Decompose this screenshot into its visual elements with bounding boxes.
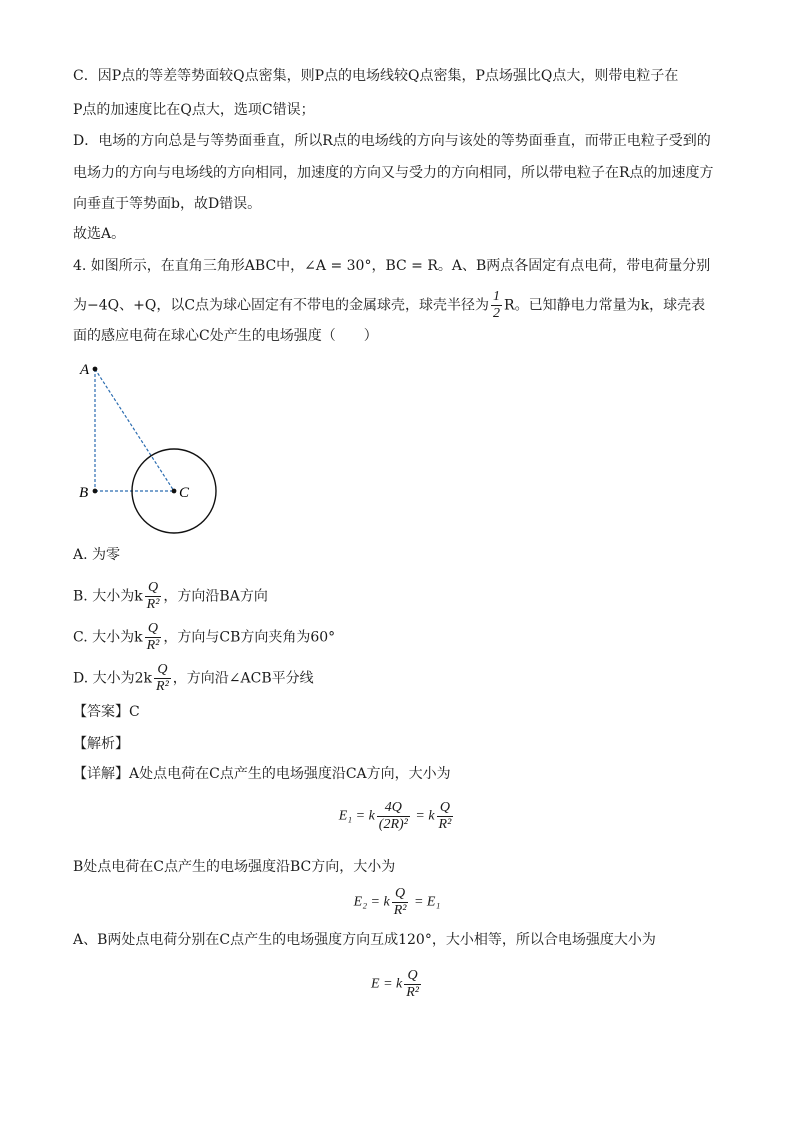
option-b-pre: B. 大小为k [73, 588, 143, 605]
label-a: A [80, 362, 90, 378]
option-c-fraction [145, 621, 162, 654]
answer-line [73, 702, 140, 722]
detail-label: 【详解】 [73, 766, 129, 782]
fraction-denominator: R² [393, 903, 407, 918]
triangle-sphere-figure [70, 355, 230, 535]
fraction-numerator: Q [392, 886, 409, 903]
label-b: B [79, 485, 89, 501]
option-d-explanation-line3: 向垂直于等势面b，故D错误。 [73, 196, 262, 212]
question-line3: 面的感应电荷在球心C处产生的电场强度（ ） [73, 328, 378, 344]
fraction-denominator: R² [406, 985, 419, 1000]
option-c [73, 621, 335, 654]
option-b-fraction [145, 580, 162, 613]
fraction-numerator: Q [154, 662, 171, 679]
segment-ac [95, 369, 174, 491]
equation-e1 [0, 800, 794, 833]
option-d-post: ，方向沿∠ACB平分线 [172, 670, 314, 687]
fraction-numerator: 4Q [377, 800, 410, 817]
point-b [93, 489, 98, 494]
fraction-numerator: Q [404, 968, 421, 985]
eq2-fraction [392, 886, 409, 919]
fraction-denominator: R² [146, 597, 160, 612]
answer-value: C [129, 704, 140, 720]
option-b-post: ，方向沿BA方向 [163, 588, 268, 605]
fraction-denominator: (2R)² [378, 817, 408, 832]
fraction-denominator: R² [146, 638, 160, 653]
eq2-lhs: E₂ = k [353, 894, 390, 910]
analysis-label: 【解析】 [73, 736, 129, 752]
fraction-numerator: 1 [493, 289, 501, 304]
option-d-explanation-line2: 电场力的方向与电场线的方向相同，加速度的方向又与受力的方向相同，所以带电粒子在R点的加速度方 [73, 165, 714, 181]
answer-label: 【答案】 [73, 704, 129, 720]
eq1-fraction [377, 800, 410, 833]
detail-line2: B处点电荷在C点产生的电场强度沿BC方向，大小为 [73, 859, 396, 875]
question-line2 [73, 289, 705, 322]
detail-line1 [73, 764, 451, 784]
option-c-post: ，方向与CB方向夹角为60° [163, 629, 336, 646]
point-c [172, 489, 177, 494]
question-line2-b: R。已知静电力常量为k，球壳表 [504, 297, 706, 314]
eq3-lhs: E = k [371, 976, 403, 992]
eq2-rhs: = E₁ [410, 894, 441, 910]
label-c: C [179, 485, 190, 501]
eq1-lhs: E₁ = k [338, 808, 375, 824]
fraction-denominator: R² [438, 817, 452, 832]
option-c-pre: C. 大小为k [73, 629, 143, 646]
option-a: A. 为零 [73, 547, 121, 563]
fraction-numerator: Q [145, 621, 162, 638]
fraction-denominator: R² [156, 679, 169, 694]
eq1-mid: = k [411, 808, 435, 824]
option-d [73, 662, 314, 695]
option-d-fraction [154, 662, 171, 695]
detail-text1: A处点电荷在C点产生的电场强度沿CA方向，大小为 [129, 766, 451, 782]
eq3-fraction [404, 968, 421, 1001]
detail-line3: A、B两处点电荷分别在C点产生的电场强度方向互成120°，大小相等，所以合电场强度大小为 [73, 932, 656, 948]
question-line2-a: 为−4Q、+Q，以C点为球心固定有不带电的金属球壳，球壳半径为 [73, 297, 490, 314]
prev-conclusion: 故选A。 [73, 226, 126, 242]
point-a [93, 367, 98, 372]
question-line1: 4. 如图所示，在直角三角形ABC中，∠A = 30°，BC = R。A、B两点各固定有点电荷，带电荷量分别 [73, 258, 711, 274]
option-d-pre: D. 大小为2k [73, 670, 153, 687]
equation-e [0, 968, 794, 1001]
option-c-explanation-line1: C．因P点的等差等势面较Q点密集，则P点的电场线较Q点密集，P点场强比Q点大，则带电粒子在 [73, 68, 679, 84]
fraction-numerator: Q [145, 580, 162, 597]
option-c-explanation-line2: P点的加速度比在Q点大，选项C错误； [73, 102, 315, 118]
question-radius-fraction [491, 289, 502, 322]
fraction-denominator: 2 [493, 306, 501, 321]
fraction-numerator: Q [437, 800, 454, 817]
option-b [73, 580, 268, 613]
equation-e2 [0, 886, 794, 919]
eq1-fraction2 [437, 800, 454, 833]
option-d-explanation-line1: D．电场的方向总是与等势面垂直，所以R点的电场线的方向与该处的等势面垂直，而带正电粒子受到的 [73, 133, 711, 149]
